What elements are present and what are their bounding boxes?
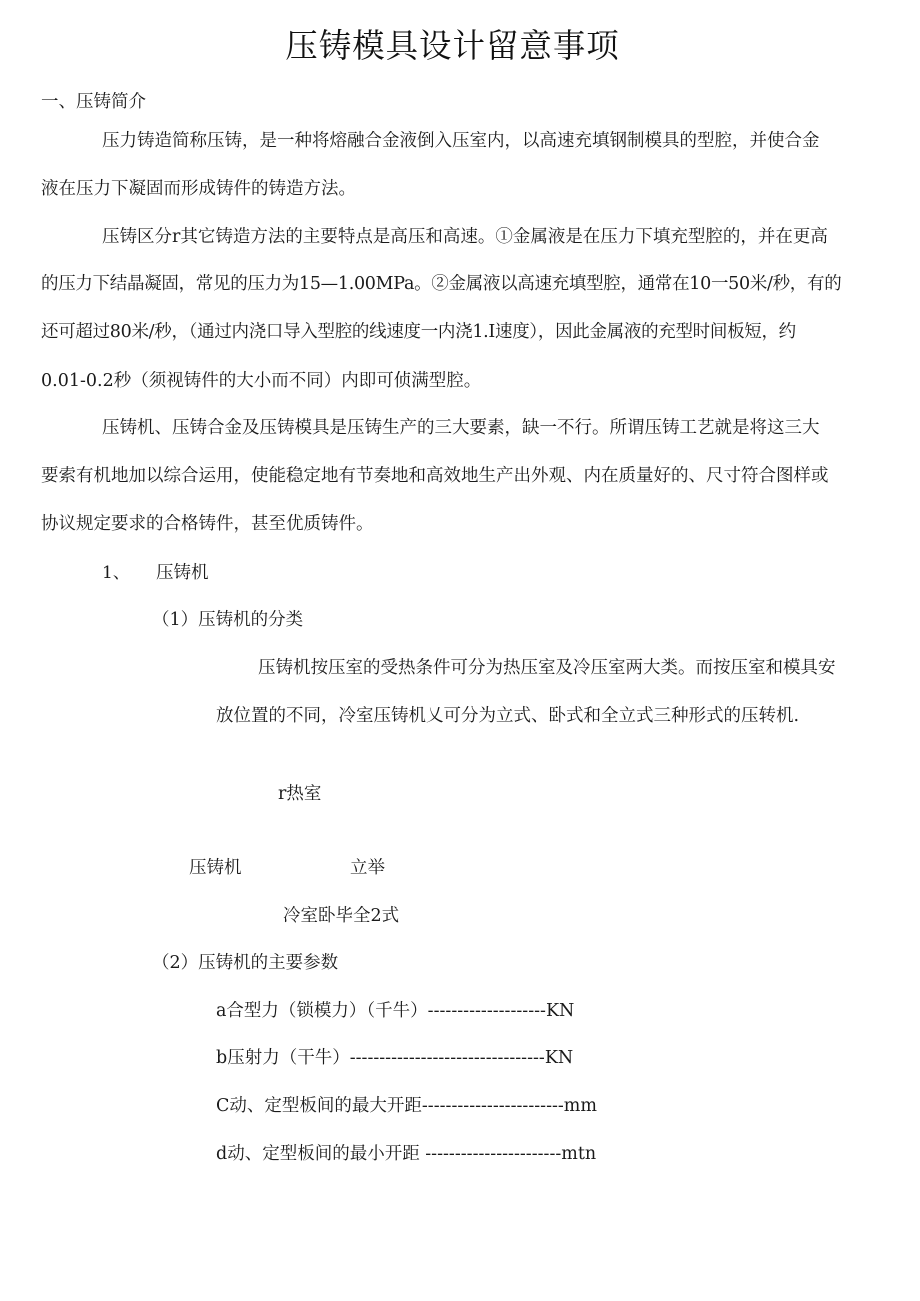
paragraph-line: 协议规定要求的合格铸件，甚至优质铸件。 <box>41 514 374 534</box>
paragraph-line: 要索有机地加以综合运用，使能稳定地有节奏地和高效地生产出外观、内在质量好的、尺寸符合图样或 <box>41 466 829 486</box>
parameter-item: d动、定型板间的最小开距 -----------------------mtn <box>216 1144 597 1164</box>
parameter-item: b压射力（干牛）---------------------------------KN <box>216 1048 574 1068</box>
parameter-item: C动、定型板间的最大开距------------------------mm <box>216 1096 597 1116</box>
classification-heading: （1）压铸机的分类 <box>152 610 304 630</box>
diagram-machine-label: 压铸机 <box>189 858 242 878</box>
page-title: 压铸模具设计留意事项 <box>285 26 620 65</box>
diagram-cold-chamber: 冷室卧毕全2式 <box>283 906 400 926</box>
paragraph-line: 还可超过80米/秒，（通过内浇口导入型腔的线速度一内浇1.I速度），因此金属液的充型时间板短，约 <box>41 322 796 342</box>
section-heading: 一、压铸简介 <box>41 92 146 112</box>
paragraph-line: 的压力下结晶凝固，常见的压力为15—1.00MPa。②金属液以高速充填型腔，通常在10一50米/秒，有的 <box>41 274 842 294</box>
paragraph-line: 0.01-0.2秒（须视铸件的大小而不同）内即可侦满型腔。 <box>41 371 482 391</box>
diagram-vertical-label: 立举 <box>350 858 385 878</box>
parameters-heading: （2）压铸机的主要参数 <box>152 953 339 973</box>
diagram-hot-chamber: r热室 <box>278 784 322 804</box>
subsection-number: 1、 <box>102 563 130 583</box>
paragraph-line: 压铸区分r其它铸造方法的主要特点是高压和高速。①金属液是在压力下填充型腔的，并在更高 <box>102 227 828 247</box>
parameter-item: a合型力（锁模力）（千牛）--------------------KN <box>216 1001 575 1021</box>
paragraph-line: 液在压力下凝固而形成铸件的铸造方法。 <box>41 179 356 199</box>
subsection-heading: 压铸机 <box>156 563 209 583</box>
paragraph-line: 压铸机按压室的受热条件可分为热压室及冷压室两大类。而按压室和模具安 <box>258 658 836 678</box>
paragraph-line: 放位置的不同，冷室压铸机乂可分为立式、卧式和全立式三种形式的压转机. <box>216 706 800 726</box>
paragraph-line: 压力铸造简称压铸，是一种将熔融合金液倒入压室内，以高速充填钢制模具的型腔，并使合金 <box>102 131 820 151</box>
paragraph-line: 压铸机、压铸合金及压铸模具是压铸生产的三大要素，缺一不行。所谓压铸工艺就是将这三大 <box>102 418 820 438</box>
